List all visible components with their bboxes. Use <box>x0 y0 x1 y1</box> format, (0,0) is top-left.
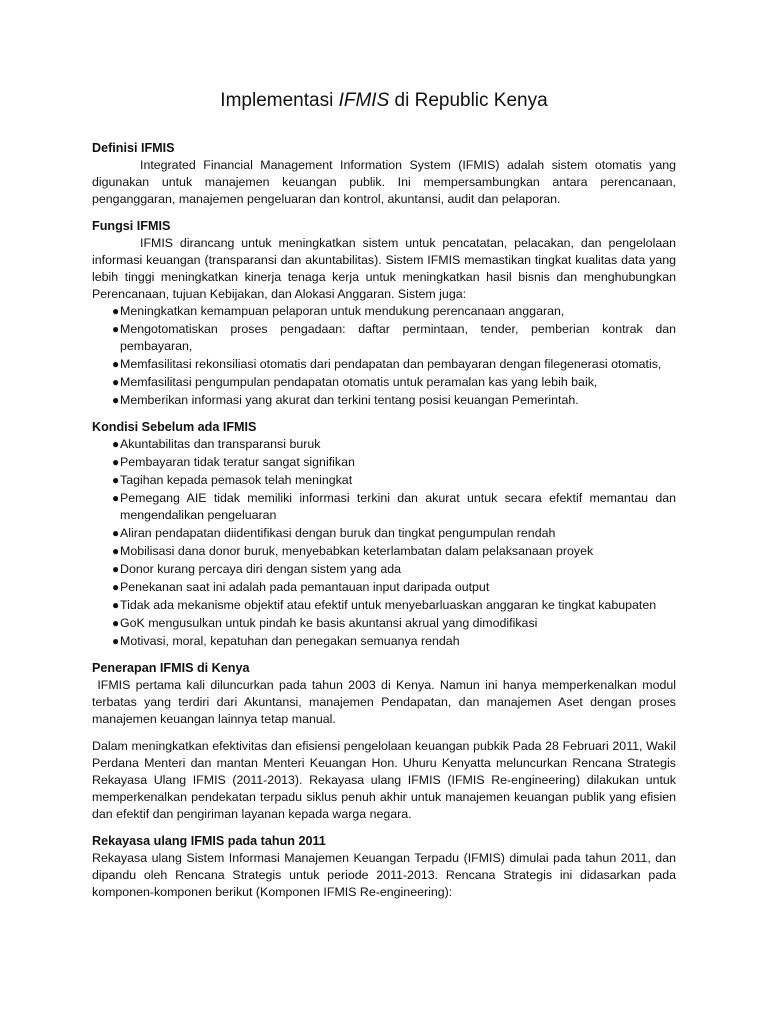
section-heading: Penerapan IFMIS di Kenya <box>92 661 250 675</box>
section-fungsi <box>92 218 676 409</box>
list-item: ● Mengotomatiskan proses pengadaan: daftar permintaan, tender, pemberian kontrak dan pembayaran, <box>112 322 676 353</box>
document-body <box>92 140 680 901</box>
bullet-list <box>92 436 676 650</box>
list-item: ● Memfasilitasi pengumpulan pendapatan otomatis untuk peramalan kas yang lebih baik, <box>112 375 598 389</box>
section-penerapan <box>92 660 680 823</box>
list-item: ● Pembayaran tidak teratur sangat signifikan <box>112 455 355 469</box>
section-heading: Rekayasa ulang IFMIS pada tahun 2011 <box>92 834 326 848</box>
bullet-icon: ● <box>112 455 120 469</box>
bullet-icon: ● <box>112 473 120 487</box>
list-item: ● Memfasilitasi rekonsiliasi otomatis dari pendapatan dan pembayaran dengan filegenerasi otomatis, <box>112 357 662 371</box>
bullet-icon: ● <box>112 562 120 576</box>
bullet-icon: ● <box>112 634 120 648</box>
bullet-list <box>92 303 676 409</box>
bullet-icon: ● <box>112 544 120 558</box>
list-item: ● Tagihan kepada pemasok telah meningkat <box>112 473 353 487</box>
bullet-icon: ● <box>112 491 120 505</box>
bullet-icon: ● <box>112 375 120 389</box>
bullet-icon: ● <box>112 616 120 630</box>
list-item: ● Donor kurang percaya diri dengan sistem yang ada <box>112 562 402 576</box>
list-item: ● Tidak ada mekanisme objektif atau efektif untuk menyebarluaskan anggaran ke tingkat kabupaten <box>112 598 657 612</box>
list-item: ● Motivasi, moral, kepatuhan dan penegakan semuanya rendah <box>112 634 460 648</box>
bullet-icon: ● <box>112 580 120 594</box>
section-heading: Definisi IFMIS <box>92 141 175 155</box>
title-text-end: di Republic Kenya <box>389 90 548 111</box>
list-item: ● Penekanan saat ini adalah pada pemantauan input daripada output <box>112 580 490 594</box>
list-item: ● Pemegang AIE tidak memiliki informasi terkini dan akurat untuk secara efektif memantau dan mengendalikan pengeluaran <box>112 491 676 522</box>
paragraph: Integrated Financial Management Information System (IFMIS) adalah sistem otomatis yang digunakan untuk manajemen keuangan publik. Ini mempersambungkan antara perencanaan, penganggaran, manajemen pengeluaran dan kontrol, akuntansi, audit dan pelaporan. <box>92 158 676 206</box>
list-item: ● Akuntabilitas dan transparansi buruk <box>112 437 321 451</box>
paragraph: Dalam meningkatkan efektivitas dan efisiensi pengelolaan keuangan pubkik Pada 28 Februari 2011, Wakil Perdana Menteri dan mantan Menteri Keuangan Hon. Uhuru Kenyatta meluncurkan Rencana Strategis Rekayasa Ulang IFMIS (2011-2013). Rekayasa ulang IFMIS (IFMIS Re-engineering) dilakukan untuk memperkenalkan pendekatan terpadu siklus penuh akhir untuk manajemen keuangan publik yang efisien dan efektif dan pengiriman layanan kepada warga negara. <box>92 739 676 821</box>
bullet-icon: ● <box>112 437 120 451</box>
paragraph: IFMIS dirancang untuk meningkatkan sistem untuk pencatatan, pelacakan, dan pengelolaan informasi keuangan (transparansi dan akuntabilitas). Sistem IFMIS memastikan tingkat kualitas data yang lebih tinggi meningkatkan kinerja tenaga kerja untuk meningkatkan hasil bisnis dan menghubungkan Perencanaan, tujuan Kebijakan, dan Alokasi Anggaran. Sistem juga: <box>92 236 676 301</box>
bullet-icon: ● <box>112 598 120 612</box>
document-title <box>92 0 676 114</box>
bullet-icon: ● <box>112 526 120 540</box>
list-item: ● Memberikan informasi yang akurat dan terkini tentang posisi keuangan Pemerintah. <box>112 393 579 407</box>
bullet-icon: ● <box>112 304 120 318</box>
title-text: Implementasi <box>220 90 339 111</box>
list-item: ● Meningkatkan kemampuan pelaporan untuk mendukung perencanaan anggaran, <box>112 304 565 318</box>
bullet-icon: ● <box>112 322 120 336</box>
bullet-icon: ● <box>112 357 120 371</box>
paragraph: Rekayasa ulang Sistem Informasi Manajemen Keuangan Terpadu (IFMIS) dimulai pada tahun 2011, dan dipandu oleh Rencana Strategis untuk periode 2011-2013. Rencana Strategis ini didasarkan pada komponen-komponen berikut (Komponen IFMIS Re-engineering): <box>92 851 676 899</box>
section-heading: Kondisi Sebelum ada IFMIS <box>92 420 257 434</box>
list-item: ● Mobilisasi dana donor buruk, menyebabkan keterlambatan dalam pelaksanaan proyek <box>112 544 594 558</box>
section-rekayasa-ulang <box>92 833 676 901</box>
section-kondisi <box>92 419 676 650</box>
list-item: ● Aliran pendapatan diidentifikasi dengan buruk dan tingkat pengumpulan rendah <box>112 526 556 540</box>
section-heading: Fungsi IFMIS <box>92 219 171 233</box>
paragraph: IFMIS pertama kali diluncurkan pada tahun 2003 di Kenya. Namun ini hanya memperkenalkan modul terbatas yang terdiri dari Akuntansi, manajemen Pendapatan, dan manajemen Aset dengan proses manajemen keuangan lainnya tetap manual. <box>92 678 680 726</box>
list-item: ● GoK mengusulkan untuk pindah ke basis akuntansi akrual yang dimodifikasi <box>112 616 538 630</box>
title-italic-term: IFMIS <box>338 90 390 111</box>
bullet-icon: ● <box>112 393 120 407</box>
section-definisi <box>92 140 676 208</box>
